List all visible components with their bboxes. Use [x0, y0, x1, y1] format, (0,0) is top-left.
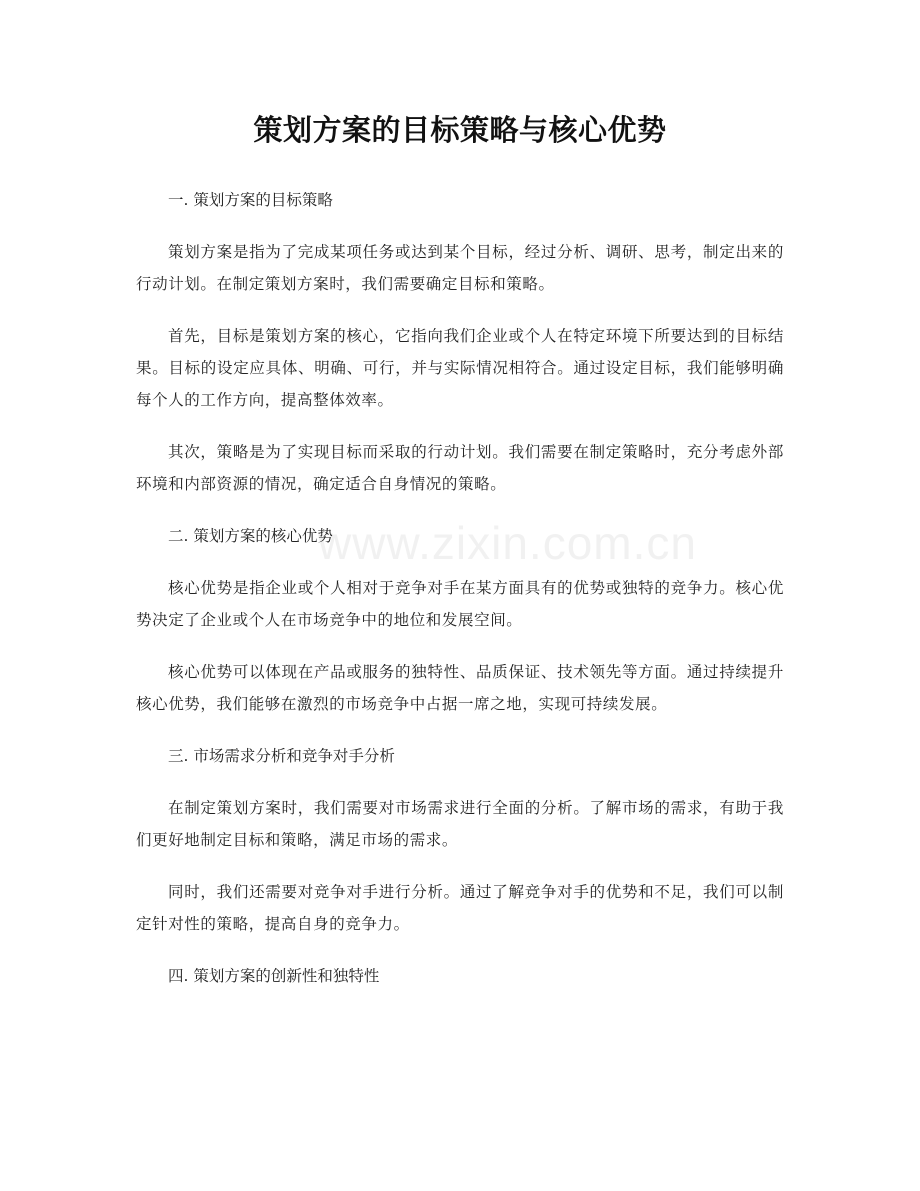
- section-heading-1: 一. 策划方案的目标策略: [168, 191, 333, 209]
- paragraph: 其次，策略是为了实现目标而采取的行动计划。我们需要在制定策略时，充分考虑外部环境和内部资源的情况，确定适合自身情况的策略。: [136, 443, 784, 493]
- section-heading-3: 三. 市场需求分析和竞争对手分析: [168, 747, 395, 765]
- paragraph: 核心优势是指企业或个人相对于竞争对手在某方面具有的优势或独特的竞争力。核心优势决定了企业或个人在市场竞争中的地位和发展空间。: [136, 579, 784, 629]
- document-title: 策划方案的目标策略与核心优势: [253, 113, 667, 147]
- paragraph: 核心优势可以体现在产品或服务的独特性、品质保证、技术领先等方面。通过持续提升核心优势，我们能够在激烈的市场竞争中占据一席之地，实现可持续发展。: [136, 663, 784, 713]
- paragraph: 首先，目标是策划方案的核心，它指向我们企业或个人在特定环境下所要达到的目标结果。目标的设定应具体、明确、可行，并与实际情况相符合。通过设定目标，我们能够明确每个人的工作方向，提高整体效率。: [136, 327, 784, 409]
- section-heading-4: 四. 策划方案的创新性和独特性: [168, 967, 380, 985]
- paragraph: 策划方案是指为了完成某项任务或达到某个目标，经过分析、调研、思考，制定出来的行动计划。在制定策划方案时，我们需要确定目标和策略。: [136, 243, 784, 293]
- paragraph: 同时，我们还需要对竞争对手进行分析。通过了解竞争对手的优势和不足，我们可以制定针对性的策略，提高自身的竞争力。: [136, 883, 784, 933]
- watermark: www.zixin.com.cn: [318, 517, 697, 569]
- paragraph: 在制定策划方案时，我们需要对市场需求进行全面的分析。了解市场的需求，有助于我们更好地制定目标和策略，满足市场的需求。: [136, 799, 784, 849]
- section-heading-2: 二. 策划方案的核心优势: [168, 527, 333, 545]
- document-body: [136, 184, 784, 1012]
